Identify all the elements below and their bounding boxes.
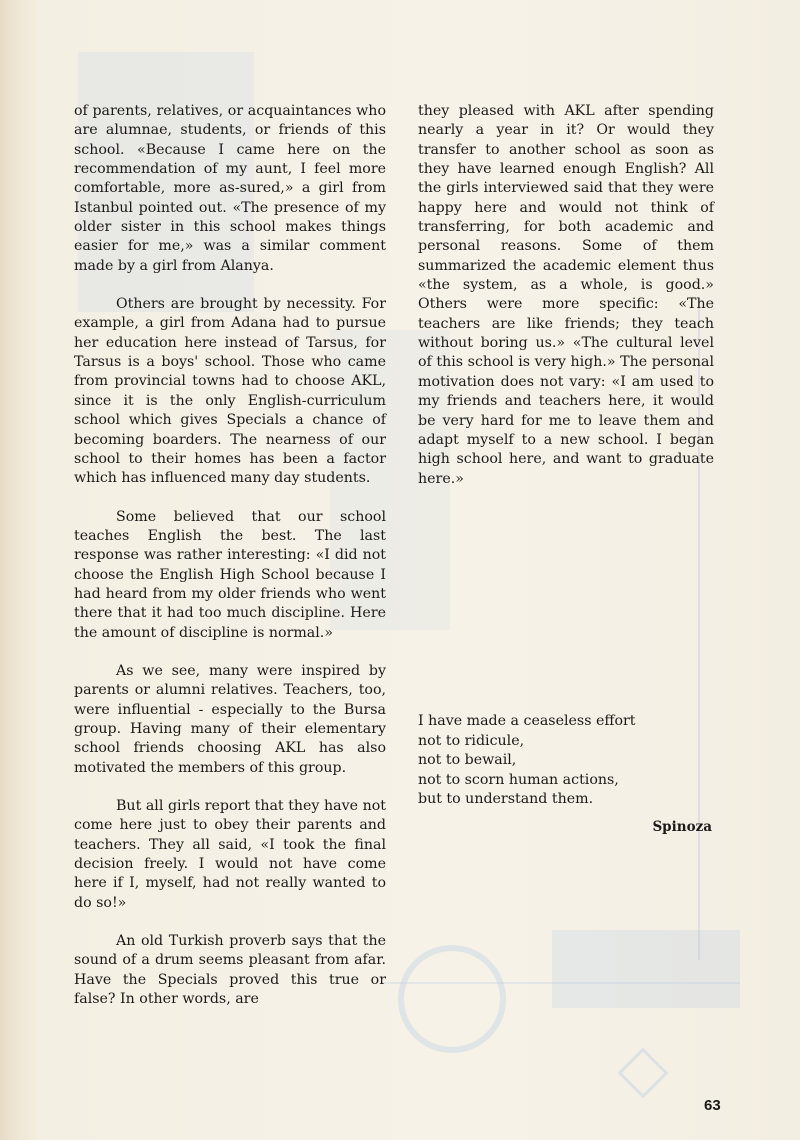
- quote-line: not to bewail,: [418, 752, 517, 769]
- quote-line: not to scorn human actions,: [418, 771, 619, 788]
- paragraph: of parents, relatives, or acquaintances who are alumnae, students, or friends of this school. «Because I came here on the recommendation of my aunt, I feel more comfortable, more as-sured,» a girl from Istanbul pointed out. «The presence of my older sister in this school makes things easier for me,» was a similar comment made by a girl from Alanya.: [74, 103, 386, 274]
- quote-line: I have made a ceaseless effort: [418, 713, 636, 729]
- paragraph: Some believed that our school teaches English the best. The last response was rather interesting: «I did not choose the English High School because I had heard from my older friends who went there that it had too much discipline. Here the amount of discipline is normal.»: [74, 508, 386, 641]
- quote-author: Spinoza: [652, 818, 712, 835]
- bleed-through-logo-box: [552, 930, 740, 1008]
- epigraph-quote: [418, 712, 718, 838]
- page-number: 63: [704, 1097, 721, 1114]
- quote-line: not to ridicule,: [418, 732, 525, 749]
- quote-line: but to understand them.: [418, 791, 594, 808]
- paragraph: As we see, many were inspired by parents or alumni relatives. Teachers, too, were influential - especially to the Bursa group. Having many of their elementary school friends choosing AKL has also motivated the members of this group.: [74, 662, 386, 776]
- paragraph: they pleased with AKL after spending nearly a year in it? Or would they transfer to another school as soon as they have learned enough English? All the girls interviewed said that they were happy here and would not think of transferring, for both academic and personal reasons. Some of them summarized the academic element thus «the system, as a whole, is good.» Others were more specific: «The teachers are like friends; they teach without boring us.» «The cultural level of this school is very high.» The personal motivation does not vary: «I am used to my friends and teachers here, it would be very hard for me to leave them and adapt myself to a new school. I began high school here, and want to graduate here.»: [418, 103, 714, 487]
- paragraph: An old Turkish proverb says that the sound of a drum seems pleasant from afar. Have the Specials proved this true or false? In other words, are: [74, 933, 386, 1008]
- paragraph: Others are brought by necessity. For example, a girl from Adana had to pursue her education here instead of Tarsus, for Tarsus is a boys' school. Those who came from provincial towns had to choose AKL, since it is the only English-curriculum school which gives Specials a chance of becoming boarders. The nearness of our school to their homes has been a factor which has influenced many day students.: [74, 296, 386, 487]
- left-column: [74, 102, 386, 1028]
- bleed-through-emblem: [398, 945, 506, 1053]
- paragraph: But all girls report that they have not come here just to obey their parents and teachers. They all said, «I took the final decision freely. I would not have come here if I, myself, had not really wanted to do so!»: [74, 798, 386, 911]
- right-column: [418, 102, 714, 508]
